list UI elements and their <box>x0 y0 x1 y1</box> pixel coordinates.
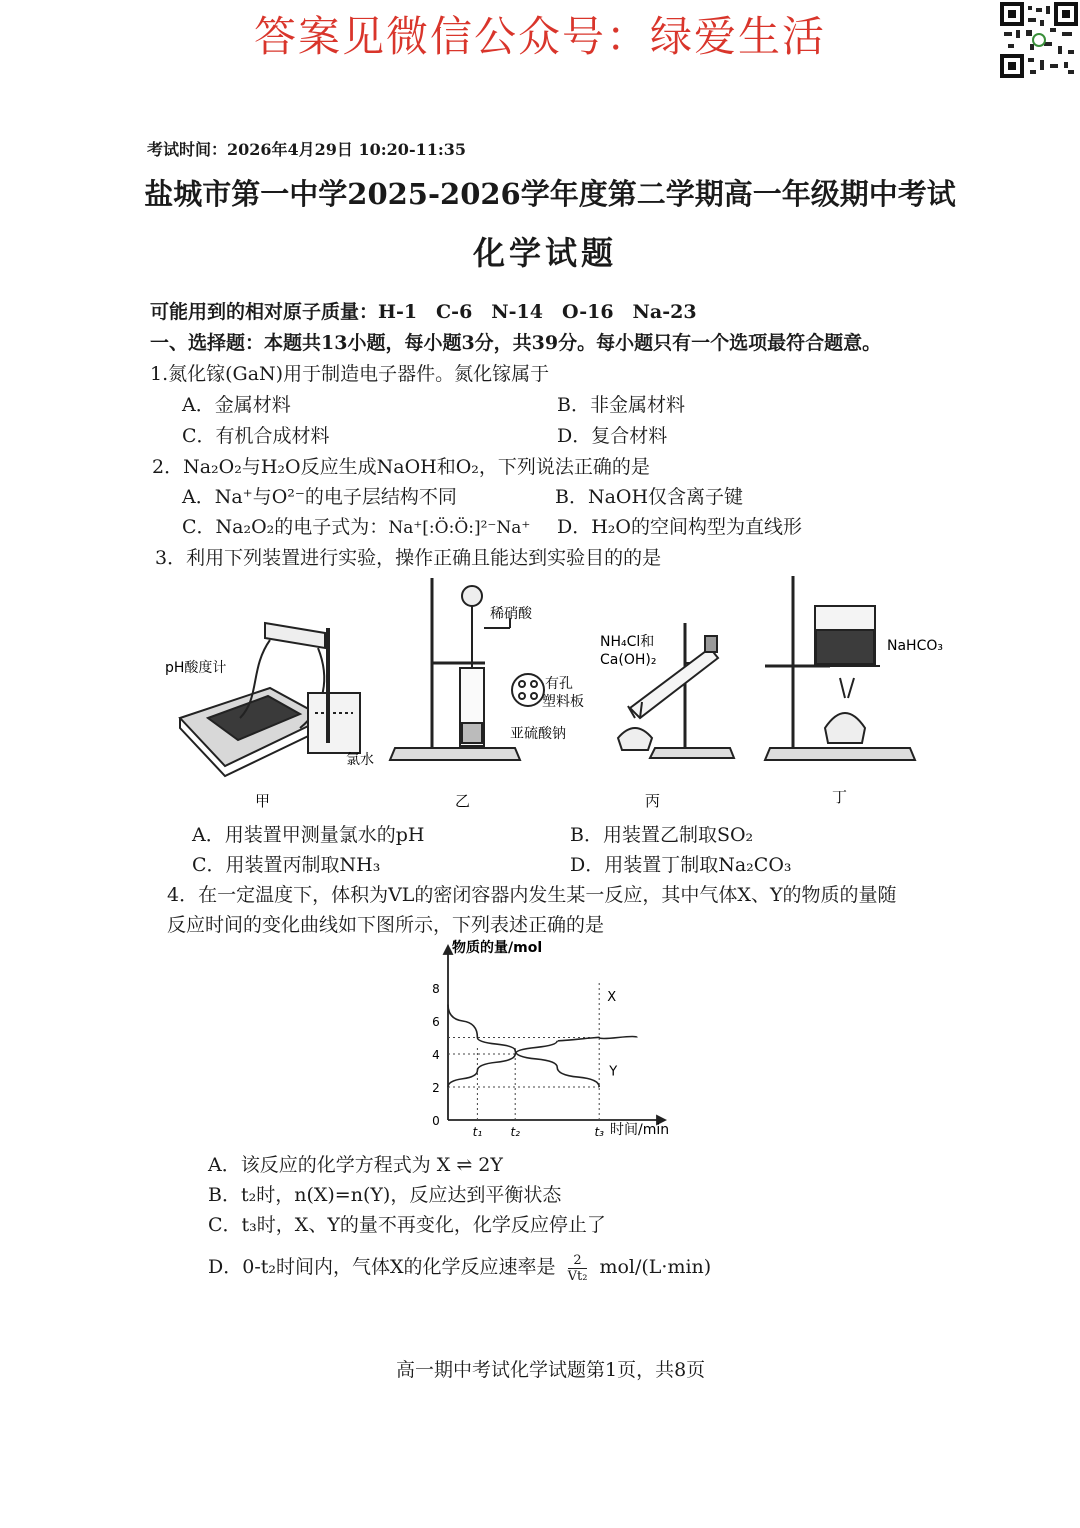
question-2-option-c <box>182 512 530 539</box>
sodium-sulfite-label: 亚硫酸钠 <box>510 726 566 742</box>
question-3-option-d: D．用装置丁制取Na₂CO₃ <box>570 854 792 876</box>
question-2-option-d: D．H₂O的空间构型为直线形 <box>557 516 802 538</box>
rate-unit: mol/(L·min) <box>599 1256 712 1278</box>
fraction-denominator: Vt₂ <box>567 1268 588 1284</box>
caption-jia: 甲 <box>255 792 271 810</box>
fraction-numerator: 2 <box>568 1253 588 1269</box>
y-axis-title: 物质的量/mol <box>452 940 543 956</box>
x-axis-title: 时间/min <box>610 1122 670 1138</box>
watermark-banner: 答案见微信公众号：绿爱生活 <box>253 12 826 61</box>
nh4cl-label: NH₄Cl和 <box>600 634 655 650</box>
question-4-stem-line-1: 4．在一定温度下，体积为VL的密闭容器内发生某一反应，其中气体X、Y的物质的量随 <box>167 884 897 906</box>
y-tick-label: 8 <box>432 982 440 996</box>
y-tick-label: 0 <box>432 1114 440 1128</box>
series-x-line <box>448 1005 599 1088</box>
atomic-masses: 可能用到的相对原子质量：H-1 C-6 N-14 O-16 Na-23 <box>150 301 697 323</box>
exam-time: 考试时间：2026年4月29日 10:20-11:35 <box>147 140 467 159</box>
ph-meter-label: pH酸度计 <box>165 660 227 676</box>
question-2-option-b: B．NaOH仅含离子键 <box>555 486 744 508</box>
bicarbonate-apparatus <box>765 576 915 760</box>
caption-bing: 丙 <box>645 792 661 810</box>
question-1-option-d: D．复合材料 <box>557 425 668 447</box>
question-2-stem: 2．Na₂O₂与H₂O反应生成NaOH和O₂，下列说法正确的是 <box>152 456 650 478</box>
question-1-option-c: C．有机合成材料 <box>182 425 330 447</box>
page-footer: 高一期中考试化学试题第1页，共8页 <box>396 1359 706 1381</box>
apparatus-figure <box>150 568 970 818</box>
question-4-option-c: C．t₃时，X、Y的量不再变化，化学反应停止了 <box>208 1214 606 1236</box>
dilute-nitric-label: 稀硝酸 <box>490 606 532 622</box>
question-1-stem: 1.氮化镓(GaN)用于制造电子器件。氮化镓属于 <box>150 363 550 385</box>
question-4-option-d-label: D．0-t₂时间内，气体X的化学反应速率是 <box>208 1256 556 1278</box>
qr-code-icon <box>1000 2 1078 78</box>
x-tick-label: t₂ <box>510 1125 520 1139</box>
y-tick-label: 4 <box>432 1048 440 1062</box>
question-3-stem: 3．利用下列装置进行实验，操作正确且能达到实验目的的是 <box>155 547 662 569</box>
caoh2-label: Ca(OH)₂ <box>600 652 657 668</box>
y-tick-label: 6 <box>432 1015 440 1029</box>
series-y-label: Y <box>609 1064 618 1080</box>
y-axis-arrow <box>444 946 452 954</box>
nahco3-label: NaHCO₃ <box>887 638 943 654</box>
question-3-option-a: A．用装置甲测量氯水的pH <box>192 824 425 846</box>
question-4-option-d <box>208 1252 711 1284</box>
amount-time-chart <box>420 936 680 1146</box>
chlorine-water-label: 氯水 <box>346 752 374 768</box>
sodium-peroxide-electron-formula: Na⁺[:Ö:Ö:]²⁻Na⁺ <box>388 518 531 538</box>
question-3-option-c: C．用装置丙制取NH₃ <box>192 854 381 876</box>
section-heading: 一、选择题：本题共13小题，每小题3分，共39分。每小题只有一个选项最符合题意。 <box>150 332 882 354</box>
question-4-option-b: B．t₂时，n(X)=n(Y)，反应达到平衡状态 <box>208 1184 562 1206</box>
x-tick-label: t₃ <box>594 1125 604 1139</box>
ph-meter-apparatus <box>180 623 360 776</box>
question-4-option-a: A．该反应的化学方程式为 X ⇌ 2Y <box>208 1154 503 1176</box>
y-tick-label: 2 <box>432 1081 440 1095</box>
question-4-stem-line-2: 反应时间的变化曲线如下图所示，下列表述正确的是 <box>167 914 605 936</box>
caption-ding: 丁 <box>832 788 848 806</box>
rate-fraction <box>568 1253 588 1284</box>
plate-label-1: 有孔 <box>545 676 573 692</box>
question-3-option-b: B．用装置乙制取SO₂ <box>570 824 754 846</box>
question-1-option-b: B．非金属材料 <box>557 394 685 416</box>
question-1-option-a: A．金属材料 <box>182 394 291 416</box>
caption-yi: 乙 <box>455 792 471 810</box>
series-x-label: X <box>607 990 617 1006</box>
subject-title: 化学试题 <box>472 234 617 272</box>
plate-label-2: 塑料板 <box>542 694 584 710</box>
question-2-option-a: A．Na⁺与O²⁻的电子层结构不同 <box>182 486 457 508</box>
school-title: 盐城市第一中学2025-2026学年度第二学期高一年级期中考试 <box>144 177 956 211</box>
question-2-option-c-label: C．Na₂O₂的电子式为： <box>182 516 389 538</box>
x-tick-label: t₁ <box>472 1125 483 1139</box>
